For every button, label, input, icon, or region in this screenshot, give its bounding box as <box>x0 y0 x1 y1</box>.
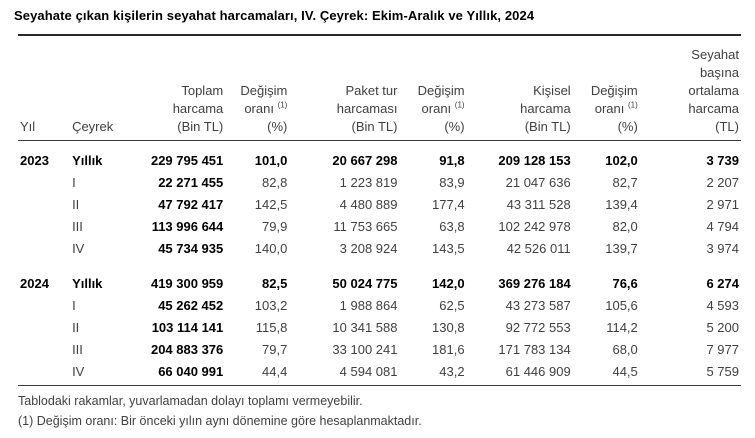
value-cell-degisim-orani-paket: 83,9 <box>439 174 465 190</box>
footnote-marker: (1) <box>628 100 638 110</box>
period-cell: III <box>72 218 83 234</box>
year-cell <box>18 171 70 193</box>
column-header-ceyrek: Çeyrek <box>70 36 128 141</box>
value-cell-toplam-harcama: 204 883 376 <box>150 341 224 357</box>
value-cell-seyahat-basina-ortalama-harcama: 3 739 <box>706 152 739 168</box>
value-cell-kisisel-harcama: 209 128 153 <box>498 152 571 168</box>
value-cell-kisisel-harcama: 43 311 528 <box>506 196 571 212</box>
table-row-2024-i <box>18 294 741 316</box>
value-cell-degisim-orani-paket: 142,0 <box>432 275 465 291</box>
value-cell-toplam-harcama: 229 795 451 <box>150 152 224 168</box>
value-cell-kisisel-harcama: 61 446 909 <box>467 360 573 386</box>
year-cell <box>18 316 70 338</box>
value-cell-degisim-orani-kisisel: 76,6 <box>612 275 638 291</box>
table-row-2023-ii <box>18 193 741 215</box>
year-cell <box>18 338 70 360</box>
value-cell-degisim-orani-paket: 130,8 <box>432 319 465 335</box>
column-header-degisim-orani-paket: Değişim oranı $^{(1)}$ (%) <box>399 36 466 141</box>
value-cell-degisim-orani-paket: 143,5 <box>432 240 465 256</box>
value-cell-paket-tur-harcamasi: 1 988 864 <box>339 297 398 313</box>
value-cell-degisim-orani-toplam: 82,5 <box>262 275 288 291</box>
value-cell-degisim-orani-toplam: 82,8 <box>262 174 288 190</box>
value-cell-kisisel-harcama: 171 783 134 <box>498 341 571 357</box>
value-cell-seyahat-basina-ortalama-harcama: 4 794 <box>706 218 739 234</box>
value-cell-seyahat-basina-ortalama-harcama: 5 200 <box>706 319 739 335</box>
footnote-marker: (1) <box>454 100 465 110</box>
year-cell: 2024 <box>20 275 49 291</box>
period-cell: Yıllık <box>72 275 103 291</box>
value-cell-degisim-orani-toplam: 140,0 <box>254 240 288 256</box>
table-row-2023-iii <box>18 215 741 237</box>
value-cell-toplam-harcama: 103 114 141 <box>151 319 224 335</box>
value-cell-kisisel-harcama: 43 273 587 <box>505 297 571 313</box>
value-cell-paket-tur-harcamasi: 11 753 665 <box>333 218 398 234</box>
year-cell <box>18 215 70 237</box>
table-row-2024-ii <box>18 316 741 338</box>
value-cell-degisim-orani-kisisel: 139,4 <box>605 196 638 212</box>
value-cell-kisisel-harcama: 369 276 184 <box>498 275 571 291</box>
rounding-note: Tablodaki rakamlar, yuvarlamadan dolayı toplamı vermeyebilir. <box>18 394 363 408</box>
value-cell-degisim-orani-kisisel: 102,0 <box>605 152 638 168</box>
table-row-2023-i <box>18 171 741 193</box>
footnote-marker: (1) <box>277 100 288 110</box>
footnote-1: (1) Değişim oranı: Bir önceki yılın aynı dönemine göre hesaplanmaktadır. <box>18 414 422 428</box>
column-header-kisisel-harcama: Kişisel harcama (Bin TL) <box>467 36 573 141</box>
value-cell-degisim-orani-kisisel: 82,0 <box>612 218 638 234</box>
value-cell-kisisel-harcama: 42 526 011 <box>506 240 571 256</box>
value-cell-degisim-orani-kisisel: 105,6 <box>605 297 638 313</box>
period-cell: IV <box>72 240 85 256</box>
value-cell-paket-tur-harcamasi: 3 208 924 <box>339 240 398 256</box>
value-cell-degisim-orani-toplam: 101,0 <box>254 152 288 168</box>
period-cell: Yıllık <box>72 152 103 168</box>
table-notes <box>18 391 741 431</box>
value-cell-toplam-harcama: 66 040 991 <box>128 360 225 386</box>
value-cell-degisim-orani-kisisel: 44,5 <box>573 360 640 386</box>
value-cell-paket-tur-harcamasi: 33 100 241 <box>332 341 398 357</box>
value-cell-degisim-orani-toplam: 115,8 <box>255 319 288 335</box>
value-cell-degisim-orani-kisisel: 139,7 <box>605 240 638 256</box>
value-cell-paket-tur-harcamasi: 10 341 588 <box>332 319 398 335</box>
value-cell-degisim-orani-toplam: 142,5 <box>254 196 288 212</box>
period-cell: I <box>72 174 76 190</box>
travel-expenditures-table <box>18 36 741 386</box>
value-cell-degisim-orani-kisisel: 114,2 <box>606 319 638 335</box>
year-cell <box>18 237 70 259</box>
column-header-seyahat-basina-ortalama-harcama: Seyahat başına ortalama harcama (TL) <box>640 36 741 141</box>
year-cell <box>18 294 70 316</box>
value-cell-degisim-orani-toplam: 44,4 <box>225 360 289 386</box>
value-cell-seyahat-basina-ortalama-harcama: 5 759 <box>640 360 741 386</box>
table-row-2024-yıllık <box>18 259 741 294</box>
table-header-row <box>18 36 741 141</box>
column-header-toplam-harcama: Toplam harcama (Bin TL) <box>128 36 225 141</box>
value-cell-degisim-orani-toplam: 103,2 <box>254 297 288 313</box>
period-cell: II <box>72 196 80 212</box>
table-body <box>18 141 741 386</box>
value-cell-kisisel-harcama: 21 047 636 <box>505 174 571 190</box>
value-cell-paket-tur-harcamasi: 20 667 298 <box>332 152 398 168</box>
period-cell: II <box>72 319 80 335</box>
table-row-2023-iv <box>18 237 741 259</box>
value-cell-degisim-orani-kisisel: 68,0 <box>612 341 638 357</box>
value-cell-seyahat-basina-ortalama-harcama: 3 974 <box>706 240 739 256</box>
value-cell-degisim-orani-toplam: 79,7 <box>262 341 288 357</box>
value-cell-kisisel-harcama: 92 772 553 <box>505 319 571 335</box>
column-header-paket-tur-harcamasi: Paket tur harcaması (Bin TL) <box>289 36 399 141</box>
column-header-degisim-orani-toplam: Değişim oranı $^{(1)}$ (%) <box>225 36 289 141</box>
table-row-2024-iii <box>18 338 741 360</box>
table-header <box>18 36 741 141</box>
value-cell-degisim-orani-toplam: 79,9 <box>262 218 288 234</box>
column-header-yil: Yıl <box>18 36 70 141</box>
value-cell-paket-tur-harcamasi: 50 024 775 <box>332 275 398 291</box>
value-cell-kisisel-harcama: 102 242 978 <box>498 218 571 234</box>
value-cell-toplam-harcama: 45 734 935 <box>158 240 224 256</box>
table-row-2024-iv <box>18 360 741 386</box>
value-cell-degisim-orani-paket: 62,5 <box>439 297 465 313</box>
value-cell-seyahat-basina-ortalama-harcama: 7 977 <box>706 341 739 357</box>
value-cell-degisim-orani-paket: 43,2 <box>399 360 466 386</box>
period-cell: I <box>72 297 76 313</box>
column-header-degisim-orani-kisisel: Değişim oranı $^{(1)}$ (%) <box>573 36 640 141</box>
year-cell: 2023 <box>20 152 49 168</box>
value-cell-toplam-harcama: 419 300 959 <box>150 275 224 291</box>
value-cell-paket-tur-harcamasi: 1 223 819 <box>339 174 398 190</box>
table-row-2023-yıllık <box>18 141 741 172</box>
period-cell: III <box>72 341 83 357</box>
value-cell-toplam-harcama: 22 271 455 <box>158 174 224 190</box>
value-cell-toplam-harcama: 113 996 644 <box>151 218 224 234</box>
period-cell: IV <box>70 360 128 386</box>
value-cell-seyahat-basina-ortalama-harcama: 4 593 <box>706 297 739 313</box>
year-cell <box>18 193 70 215</box>
value-cell-degisim-orani-paket: 181,6 <box>432 341 465 357</box>
year-cell <box>18 360 70 386</box>
value-cell-seyahat-basina-ortalama-harcama: 6 274 <box>706 275 739 291</box>
value-cell-degisim-orani-paket: 63,8 <box>439 218 465 234</box>
value-cell-seyahat-basina-ortalama-harcama: 2 971 <box>706 196 739 212</box>
value-cell-toplam-harcama: 47 792 417 <box>158 196 224 212</box>
value-cell-paket-tur-harcamasi: 4 594 081 <box>289 360 399 386</box>
page-title: Seyahate çıkan kişilerin seyahat harcamaları, IV. Çeyrek: Ekim-Aralık ve Yıllık, 2024 <box>14 8 535 23</box>
value-cell-seyahat-basina-ortalama-harcama: 2 207 <box>706 174 739 190</box>
value-cell-toplam-harcama: 45 262 452 <box>158 297 224 313</box>
value-cell-degisim-orani-paket: 91,8 <box>439 152 465 168</box>
value-cell-degisim-orani-paket: 177,4 <box>432 196 465 212</box>
value-cell-degisim-orani-kisisel: 82,7 <box>612 174 638 190</box>
value-cell-paket-tur-harcamasi: 4 480 889 <box>339 196 398 212</box>
